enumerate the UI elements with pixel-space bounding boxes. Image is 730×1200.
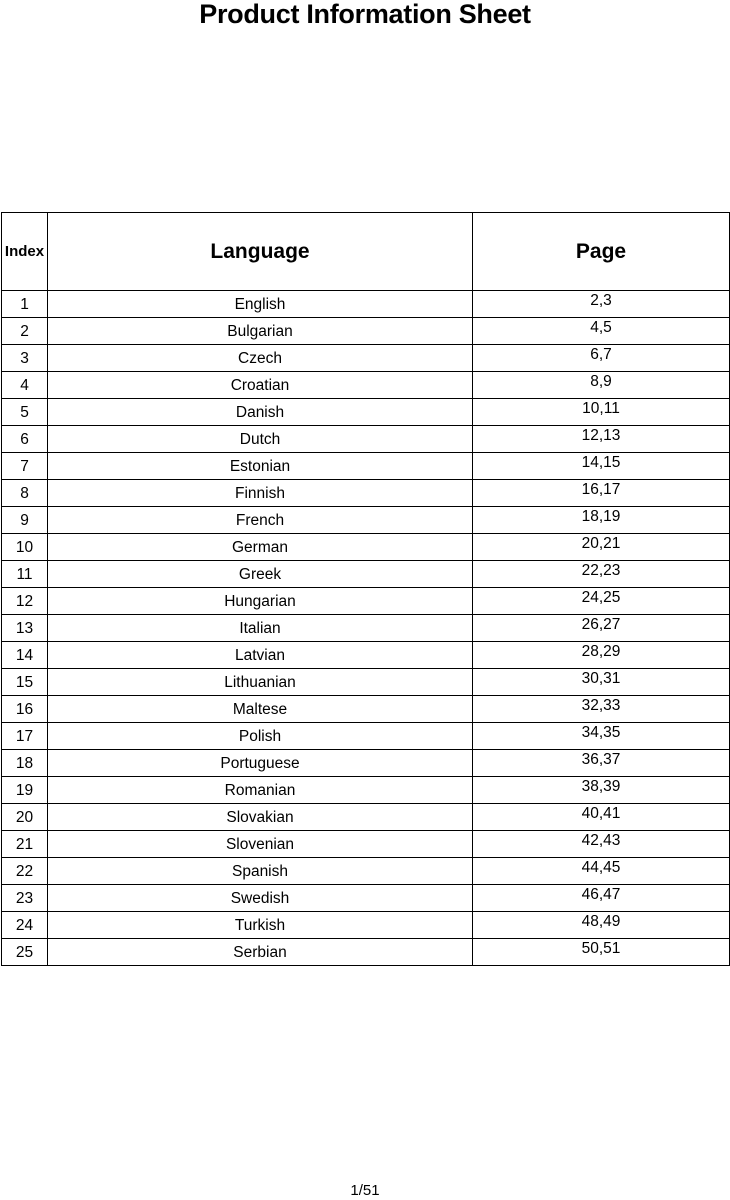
page-cell: 38,39 [473, 777, 730, 804]
page-title: Product Information Sheet [199, 0, 531, 29]
language-index-table [1, 212, 730, 966]
table-row [2, 507, 730, 534]
table-row [2, 858, 730, 885]
page-cell: 50,51 [473, 939, 730, 966]
language-cell: Italian [48, 615, 473, 642]
language-cell: Croatian [48, 372, 473, 399]
table-row [2, 453, 730, 480]
table-row [2, 723, 730, 750]
table-row [2, 777, 730, 804]
page-cell: 48,49 [473, 912, 730, 939]
page-cell: 16,17 [473, 480, 730, 507]
table-row [2, 426, 730, 453]
table-row [2, 615, 730, 642]
page-cell: 10,11 [473, 399, 730, 426]
language-cell: Greek [48, 561, 473, 588]
header-row [2, 213, 730, 291]
table-row [2, 939, 730, 966]
table-row [2, 831, 730, 858]
page-cell: 44,45 [473, 858, 730, 885]
table-row [2, 912, 730, 939]
language-cell: Danish [48, 399, 473, 426]
language-cell: Portuguese [48, 750, 473, 777]
table-row [2, 318, 730, 345]
index-cell: 22 [2, 858, 48, 885]
page-cell: 18,19 [473, 507, 730, 534]
page-cell: 6,7 [473, 345, 730, 372]
table-row [2, 696, 730, 723]
page-cell: 32,33 [473, 696, 730, 723]
page-cell: 8,9 [473, 372, 730, 399]
language-cell: Finnish [48, 480, 473, 507]
page-cell: 12,13 [473, 426, 730, 453]
language-cell: Swedish [48, 885, 473, 912]
language-cell: Slovakian [48, 804, 473, 831]
header-language: Language [48, 213, 473, 291]
language-cell: Estonian [48, 453, 473, 480]
index-cell: 12 [2, 588, 48, 615]
index-cell: 5 [2, 399, 48, 426]
language-cell: Dutch [48, 426, 473, 453]
table-row [2, 804, 730, 831]
index-cell: 23 [2, 885, 48, 912]
page-cell: 42,43 [473, 831, 730, 858]
language-cell: Lithuanian [48, 669, 473, 696]
language-cell: French [48, 507, 473, 534]
table-row [2, 480, 730, 507]
page-cell: 20,21 [473, 534, 730, 561]
page-cell: 28,29 [473, 642, 730, 669]
header-index: Index [2, 213, 48, 291]
language-cell: Latvian [48, 642, 473, 669]
index-cell: 18 [2, 750, 48, 777]
index-cell: 13 [2, 615, 48, 642]
page-cell: 46,47 [473, 885, 730, 912]
page-cell: 24,25 [473, 588, 730, 615]
language-cell: Slovenian [48, 831, 473, 858]
language-cell: Turkish [48, 912, 473, 939]
language-cell: Serbian [48, 939, 473, 966]
table-row [2, 561, 730, 588]
language-cell: Romanian [48, 777, 473, 804]
index-cell: 1 [2, 291, 48, 318]
header-page: Page [473, 213, 730, 291]
language-cell: Bulgarian [48, 318, 473, 345]
index-cell: 20 [2, 804, 48, 831]
language-cell: Czech [48, 345, 473, 372]
index-cell: 16 [2, 696, 48, 723]
index-cell: 9 [2, 507, 48, 534]
table-row [2, 399, 730, 426]
table-row [2, 372, 730, 399]
page-cell: 4,5 [473, 318, 730, 345]
language-cell: German [48, 534, 473, 561]
language-cell: English [48, 291, 473, 318]
index-cell: 19 [2, 777, 48, 804]
index-cell: 24 [2, 912, 48, 939]
table-row [2, 291, 730, 318]
index-cell: 2 [2, 318, 48, 345]
table-body [2, 291, 730, 966]
index-cell: 25 [2, 939, 48, 966]
table-row [2, 588, 730, 615]
page-cell: 34,35 [473, 723, 730, 750]
table-row [2, 534, 730, 561]
page-cell: 2,3 [473, 291, 730, 318]
index-cell: 15 [2, 669, 48, 696]
index-cell: 6 [2, 426, 48, 453]
page-cell: 36,37 [473, 750, 730, 777]
table-header [2, 213, 730, 291]
index-cell: 10 [2, 534, 48, 561]
index-cell: 3 [2, 345, 48, 372]
table-row [2, 750, 730, 777]
index-cell: 21 [2, 831, 48, 858]
table-row [2, 669, 730, 696]
page-cell: 22,23 [473, 561, 730, 588]
index-cell: 11 [2, 561, 48, 588]
index-cell: 7 [2, 453, 48, 480]
page-cell: 26,27 [473, 615, 730, 642]
index-cell: 14 [2, 642, 48, 669]
language-cell: Hungarian [48, 588, 473, 615]
page-cell: 14,15 [473, 453, 730, 480]
page-number: 1/51 [350, 1182, 380, 1199]
page-cell: 40,41 [473, 804, 730, 831]
index-cell: 8 [2, 480, 48, 507]
language-cell: Spanish [48, 858, 473, 885]
page-cell: 30,31 [473, 669, 730, 696]
index-cell: 4 [2, 372, 48, 399]
table-row [2, 345, 730, 372]
table-row [2, 642, 730, 669]
index-cell: 17 [2, 723, 48, 750]
language-cell: Polish [48, 723, 473, 750]
table-row [2, 885, 730, 912]
language-cell: Maltese [48, 696, 473, 723]
